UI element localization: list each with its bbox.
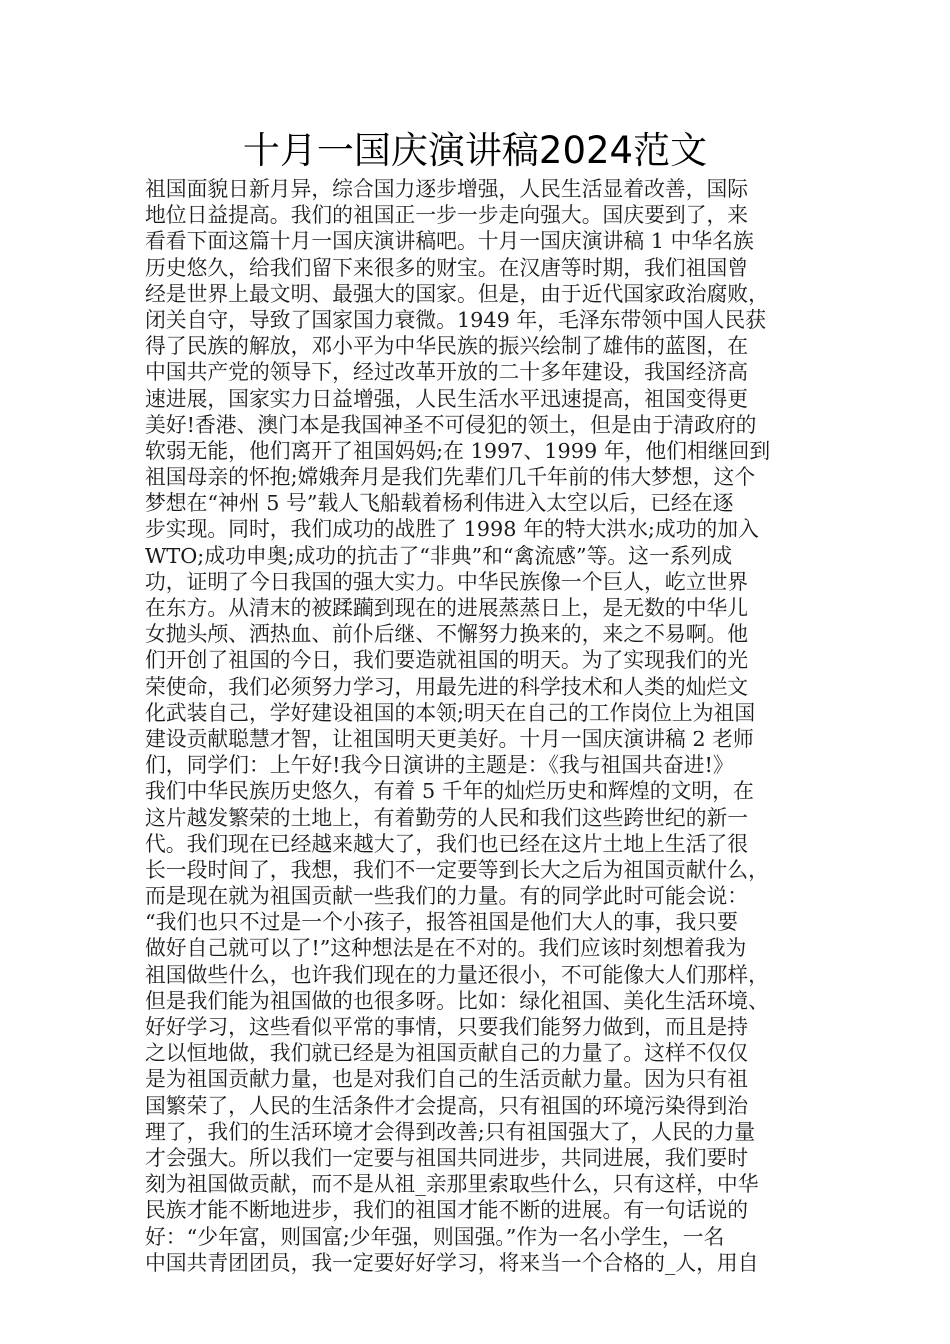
body-line: 在东方。从清末的被蹂躏到现在的进展蒸蒸日上，是无数的中华儿 [145, 596, 749, 620]
body-line: 我们中华民族历史悠久，有着 5 千年的灿烂历史和辉煌的文明，在 [145, 779, 754, 804]
body-line: 而是现在就为祖国贡献一些我们的力量。有的同学此时可能会说： [145, 884, 749, 909]
body-line: 女抛头颅、洒热血、前仆后继、不懈努力换来的，来之不易啊。他 [145, 622, 749, 647]
body-line: 梦想在“神州 5 号”载人飞船载着杨利伟进入太空以后，已经在逐 [145, 491, 734, 516]
body-line: 这片越发繁荣的土地上，有着勤劳的人民和我们这些跨世纪的新一 [145, 805, 749, 830]
body-line: 软弱无能，他们离开了祖国妈妈;在 1997、1999 年，他们相继回到 [145, 438, 771, 463]
body-line: 国繁荣了，人民的生活条件才会提高，只有祖国的环境污染得到治 [145, 1093, 749, 1118]
body-line: 做好自己就可以了!”这种想法是在不对的。我们应该时刻想着我为 [145, 936, 747, 961]
body-line: 刻为祖国做贡献，而不是从祖_亲那里索取些什么，只有这样，中华 [145, 1172, 759, 1197]
body-line: 中国共青团团员，我一定要好好学习，将来当一个合格的_人，用自 [145, 1250, 759, 1275]
body-line: 祖国面貌日新月异，综合国力逐步增强，人民生活显着改善，国际 [145, 177, 749, 201]
body-line: 闭关自守，导致了国家国力衰微。1949 年，毛泽东带领中国人民获 [145, 307, 767, 332]
body-line: 建设贡献聪慧才智，让祖国明天更美好。十月一国庆演讲稿 2 老师 [145, 726, 754, 751]
body-line: 速进展，国家实力日益增强，人民生活水平迅速提高，祖国变得更 [145, 386, 749, 411]
body-line: 长一段时间了，我想，我们不一定要等到长大之后为祖国贡献什么， [145, 857, 769, 882]
body-line: 但是我们能为祖国做的也很多呀。比如：绿化祖国、美化生活环境、 [145, 988, 769, 1013]
body-line: 们开创了祖国的今日，我们要造就祖国的明天。为了实现我们的光 [145, 648, 749, 673]
body-line: 好：“少年富，则国富;少年强，则国强。”作为一名小学生，一名 [145, 1224, 725, 1249]
body-line: 才会强大。所以我们一定要与祖国共同进步，共同进展，我们要时 [145, 1145, 749, 1170]
body-line: 得了民族的解放，邓小平为中华民族的振兴绘制了雄伟的蓝图，在 [145, 334, 749, 359]
body-line: 理了，我们的生活环境才会得到改善;只有祖国强大了，人民的力量 [145, 1119, 756, 1144]
body-line: 民族才能不断地进步，我们的祖国才能不断的进展。有一句话说的 [145, 1198, 749, 1223]
body-line: 看看下面这篇十月一国庆演讲稿吧。十月一国庆演讲稿 1 中华名族 [145, 229, 754, 254]
body-line: 美好!香港、澳门本是我国神圣不可侵犯的领土，但是由于清政府的 [145, 412, 757, 437]
body-line: 代。我们现在已经越来越大了，我们也已经在这片土地上生活了很 [145, 831, 749, 856]
document-title: 十月一国庆演讲稿2024范文 [242, 129, 708, 172]
body-line: 祖国母亲的怀抱;嫦娥奔月是我们先辈们几千年前的伟大梦想，这个 [145, 465, 756, 490]
body-line: 祖国做些什么，也许我们现在的力量还很小，不可能像大人们那样， [145, 962, 769, 987]
body-line: “我们也只不过是一个小孩子，报答祖国是他们大人的事，我只要 [145, 910, 738, 935]
body-line: WTO;成功申奥;成功的抗击了“非典”和“禽流感”等。这一系列成 [145, 543, 733, 568]
document-body [145, 176, 815, 1276]
body-line: 步实现。同时，我们成功的战胜了 1998 年的特大洪水;成功的加入 [145, 517, 759, 542]
body-line: 中国共产党的领导下，经过改革开放的二十多年建设，我国经济高 [145, 360, 749, 385]
body-line: 们，同学们：上午好!我今日演讲的主题是：《我与祖国共奋进!》 [145, 753, 734, 778]
body-line: 是为祖国贡献力量，也是对我们自己的生活贡献力量。因为只有祖 [145, 1067, 749, 1092]
body-line: 经是世界上最文明、最强大的国家。但是，由于近代国家政治腐败， [145, 281, 769, 306]
body-line: 之以恒地做，我们就已经是为祖国贡献自己的力量了。这样不仅仅 [145, 1041, 749, 1066]
body-line: 化武装自己，学好建设祖国的本领;明天在自己的工作岗位上为祖国 [145, 700, 756, 725]
body-line: 好好学习，这些看似平常的事情，只要我们能努力做到，而且是持 [145, 1015, 749, 1039]
body-line: 历史悠久，给我们留下来很多的财宝。在汉唐等时期，我们祖国曾 [145, 255, 749, 280]
body-line: 功，证明了今日我国的强大实力。中华民族像一个巨人，屹立世界 [145, 569, 749, 594]
body-line: 地位日益提高。我们的祖国正一步一步走向强大。国庆要到了，来 [145, 203, 749, 228]
body-line: 荣使命，我们必须努力学习，用最先进的科学技术和人类的灿烂文 [145, 674, 749, 699]
